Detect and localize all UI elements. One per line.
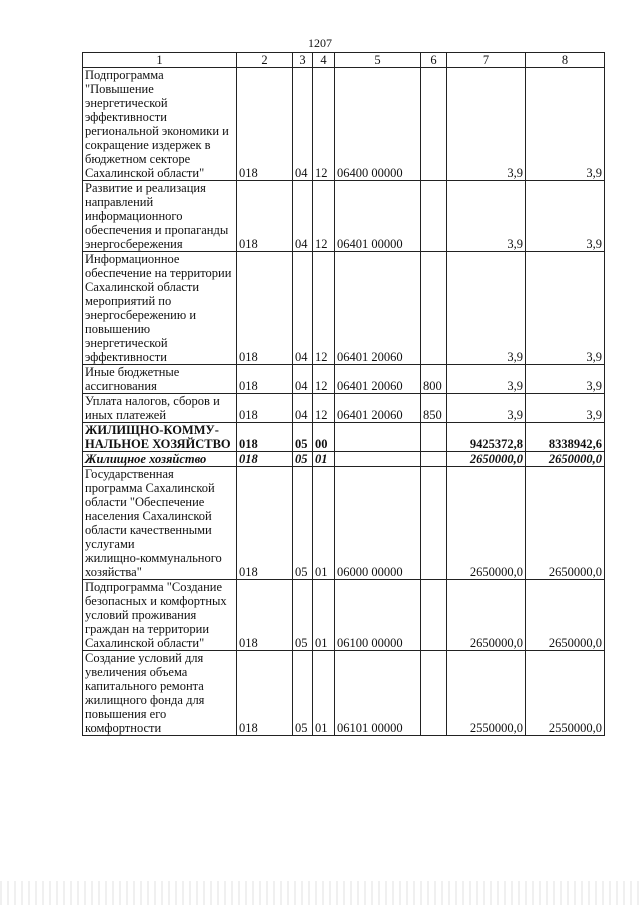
row-value-cell	[421, 181, 447, 252]
row-value-cell: 06401 20060	[335, 365, 421, 394]
row-value-cell	[335, 452, 421, 467]
table-row	[83, 181, 605, 252]
column-header: 7	[447, 53, 526, 68]
row-name-cell: Информационное обеспечение на территории Сахалинской области мероприятий по энергосбережению и повышению энергетической эффективности	[83, 252, 237, 365]
row-value-cell: 3,9	[526, 181, 605, 252]
row-value-cell	[335, 423, 421, 452]
row-value-cell: 2550000,0	[447, 651, 526, 736]
table-row	[83, 365, 605, 394]
row-value-cell: 3,9	[526, 68, 605, 181]
table-row	[83, 423, 605, 452]
row-value-cell	[421, 252, 447, 365]
scan-noise	[0, 881, 640, 905]
row-value-cell: 05	[293, 467, 313, 580]
row-value-cell: 018	[237, 252, 293, 365]
row-value-cell: 05	[293, 452, 313, 467]
row-value-cell: 3,9	[447, 365, 526, 394]
table-row	[83, 252, 605, 365]
table-header-row	[83, 53, 605, 68]
row-value-cell: 2650000,0	[447, 580, 526, 651]
row-value-cell: 06100 00000	[335, 580, 421, 651]
row-value-cell: 018	[237, 580, 293, 651]
row-value-cell: 12	[313, 394, 335, 423]
row-value-cell: 01	[313, 467, 335, 580]
row-value-cell: 018	[237, 68, 293, 181]
row-value-cell: 06401 20060	[335, 394, 421, 423]
row-value-cell: 01	[313, 452, 335, 467]
row-value-cell: 2550000,0	[526, 651, 605, 736]
table-body	[83, 68, 605, 736]
row-value-cell: 06401 00000	[335, 181, 421, 252]
row-value-cell: 3,9	[526, 252, 605, 365]
table-row	[83, 651, 605, 736]
row-value-cell: 2650000,0	[526, 467, 605, 580]
row-value-cell	[421, 651, 447, 736]
budget-table	[82, 52, 605, 736]
column-header: 1	[83, 53, 237, 68]
row-value-cell: 018	[237, 467, 293, 580]
row-value-cell: 3,9	[526, 394, 605, 423]
row-value-cell: 04	[293, 181, 313, 252]
row-value-cell: 018	[237, 394, 293, 423]
table-row	[83, 394, 605, 423]
row-value-cell: 12	[313, 365, 335, 394]
column-header: 8	[526, 53, 605, 68]
row-value-cell: 12	[313, 181, 335, 252]
row-value-cell: 06400 00000	[335, 68, 421, 181]
row-value-cell: 12	[313, 252, 335, 365]
row-value-cell: 00	[313, 423, 335, 452]
row-value-cell: 3,9	[447, 394, 526, 423]
row-value-cell: 06000 00000	[335, 467, 421, 580]
row-value-cell: 05	[293, 651, 313, 736]
row-value-cell: 3,9	[526, 365, 605, 394]
row-value-cell	[421, 467, 447, 580]
row-value-cell: 8338942,6	[526, 423, 605, 452]
column-header: 4	[313, 53, 335, 68]
row-name-cell: Жилищное хозяйство	[83, 452, 237, 467]
row-value-cell: 06101 00000	[335, 651, 421, 736]
row-value-cell	[421, 423, 447, 452]
row-value-cell: 04	[293, 252, 313, 365]
row-value-cell	[421, 452, 447, 467]
row-value-cell: 01	[313, 580, 335, 651]
row-value-cell: 04	[293, 68, 313, 181]
row-value-cell: 06401 20060	[335, 252, 421, 365]
row-value-cell: 2650000,0	[447, 467, 526, 580]
table-row	[83, 580, 605, 651]
column-header: 5	[335, 53, 421, 68]
row-value-cell: 05	[293, 580, 313, 651]
row-value-cell: 018	[237, 423, 293, 452]
row-value-cell: 3,9	[447, 252, 526, 365]
page-number: 1207	[308, 36, 332, 50]
row-name-cell: ЖИЛИЩНО-КОММУ- НАЛЬНОЕ ХОЗЯЙСТВО	[83, 423, 237, 452]
row-value-cell: 2650000,0	[526, 580, 605, 651]
column-header: 2	[237, 53, 293, 68]
row-value-cell: 2650000,0	[447, 452, 526, 467]
row-name-cell: Развитие и реализация направлений информационного обеспечения и пропаганды энергосбережения	[83, 181, 237, 252]
row-value-cell: 9425372,8	[447, 423, 526, 452]
table-row	[83, 68, 605, 181]
row-name-cell: Подпрограмма "Повышение энергетической эффективности региональной экономики и сокращение издержек в бюджетном секторе Сахалинской области"	[83, 68, 237, 181]
column-header: 6	[421, 53, 447, 68]
row-name-cell: Создание условий для увеличения объема капитального ремонта жилищного фонда для повышения его комфортности	[83, 651, 237, 736]
column-header: 3	[293, 53, 313, 68]
table-row	[83, 467, 605, 580]
row-value-cell: 2650000,0	[526, 452, 605, 467]
row-name-cell: Государственная программа Сахалинской области "Обеспечение населения Сахалинской области качественными услугами жилищно-коммунального хозяйства"	[83, 467, 237, 580]
row-value-cell: 018	[237, 452, 293, 467]
row-value-cell: 018	[237, 365, 293, 394]
row-name-cell: Подпрограмма "Создание безопасных и комфортных условий проживания граждан на территории Сахалинской области"	[83, 580, 237, 651]
row-value-cell: 01	[313, 651, 335, 736]
row-value-cell	[421, 68, 447, 181]
row-value-cell: 018	[237, 181, 293, 252]
row-name-cell: Уплата налогов, сборов и иных платежей	[83, 394, 237, 423]
row-value-cell: 3,9	[447, 181, 526, 252]
row-value-cell	[421, 580, 447, 651]
row-name-cell: Иные бюджетные ассигнования	[83, 365, 237, 394]
row-value-cell: 3,9	[447, 68, 526, 181]
row-value-cell: 04	[293, 394, 313, 423]
row-value-cell: 018	[237, 651, 293, 736]
table-row	[83, 452, 605, 467]
row-value-cell: 12	[313, 68, 335, 181]
row-value-cell: 04	[293, 365, 313, 394]
row-value-cell: 05	[293, 423, 313, 452]
row-value-cell: 850	[421, 394, 447, 423]
row-value-cell: 800	[421, 365, 447, 394]
